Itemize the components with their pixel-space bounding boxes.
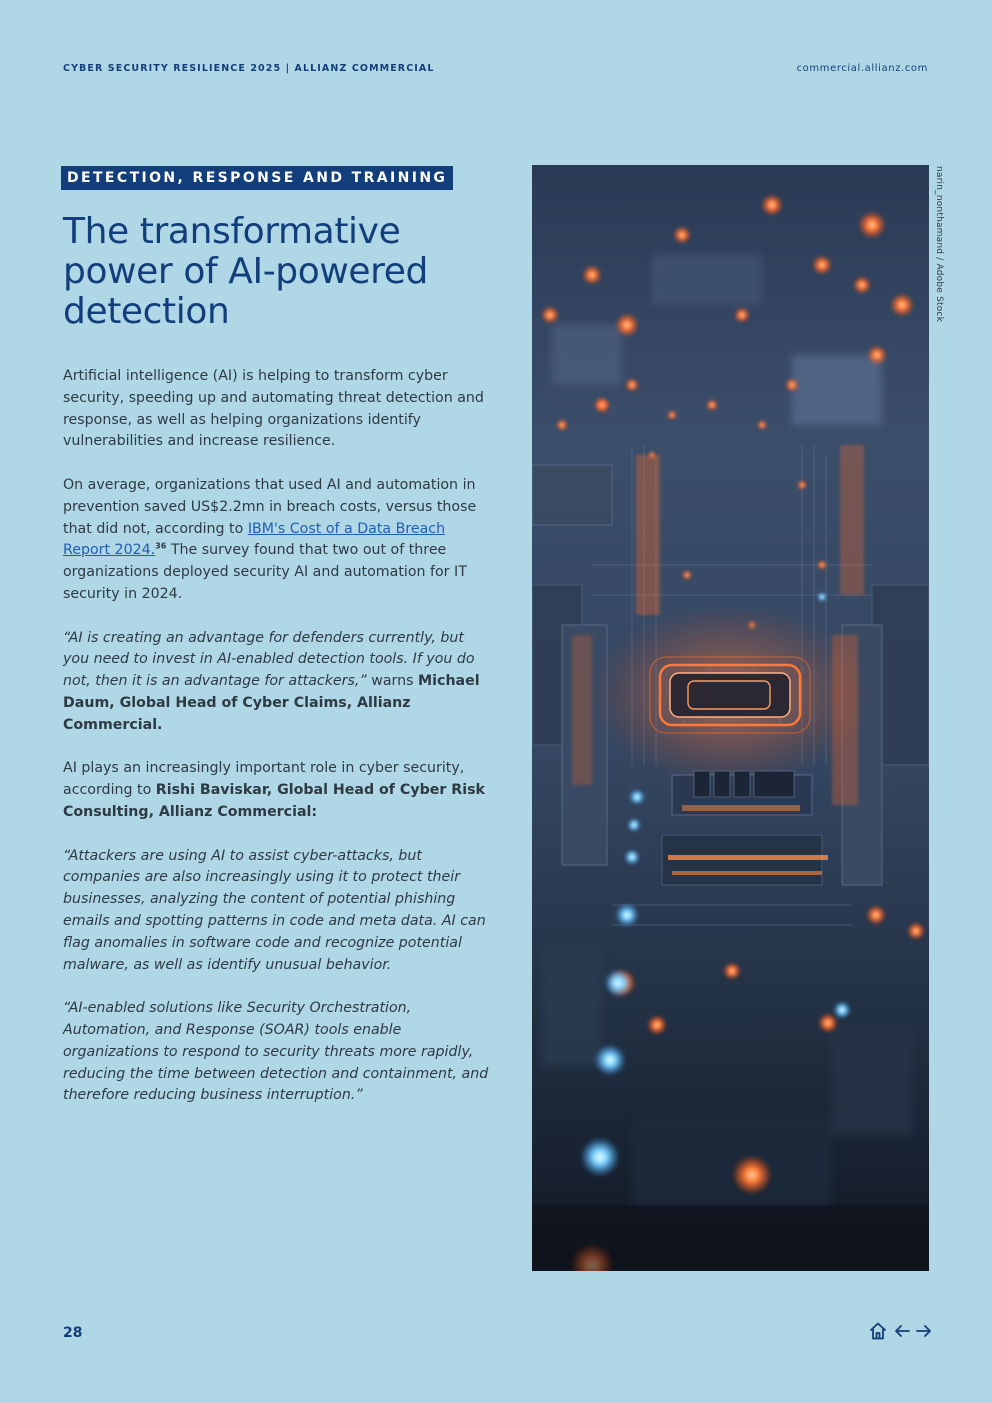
paragraph-baviskar-quote-1: “Attackers are using AI to assist cyber-attacks, but companies are also increasingly using it to protect their businesses, analyzing the content of potential phishing emails and spotting patterns in code and meta data. AI can flag anomalies in software code and recognize potential malware, as well as identify unusual behavior. (63, 847, 486, 973)
circuit-board-photo (532, 165, 929, 1271)
arrow-right-icon[interactable] (916, 1323, 932, 1343)
paragraph-text: The survey found that two out of three organizations deployed security AI and automation for IT security in 2024. (63, 542, 467, 602)
page-number: 28 (63, 1325, 83, 1341)
speaker-name: Michael Daum, Global Head of Cyber Claims, Allianz Commercial. (63, 673, 480, 733)
paragraph-ibm-report (63, 475, 491, 606)
paragraph-text: On average, organizations that used AI and automation in prevention saved US$2.2mn in breach costs, versus those that did not, according to (63, 476, 477, 537)
paragraph-daum-quote (63, 628, 491, 737)
ibm-report-link-trail[interactable]: . (150, 542, 156, 559)
article-body (63, 366, 491, 1129)
speaker-name: Rishi Baviskar, Global Head of Cyber Risk Consulting, Allianz Commercial: (63, 782, 485, 820)
paragraph-baviskar-intro (63, 758, 491, 823)
ibm-report-link[interactable]: IBM's Cost of a Data Breach Report 2024 (63, 520, 446, 559)
page-title: The transformative power of AI-powered detection (63, 211, 428, 332)
paragraph-text: warns (366, 673, 419, 690)
photo-credit: narin_nonthamand / Adobe Stock (934, 166, 944, 322)
arrow-left-icon[interactable] (894, 1323, 910, 1343)
quote-text: “AI is creating an advantage for defenders currently, but you need to invest in AI-enabled detection tools. If you do not, then it is an advantage for attackers,” (63, 629, 475, 690)
footnote-marker[interactable]: 36 (155, 541, 167, 551)
page-navigation (868, 1322, 932, 1344)
paragraph-intro: Artificial intelligence (AI) is helping to transform cyber security, speeding up and automating threat detection and response, as well as helping organizations identify vulnerabilities and increase resilience. (63, 368, 484, 450)
section-tag: DETECTION, RESPONSE AND TRAINING (61, 166, 453, 190)
home-icon[interactable] (868, 1321, 888, 1345)
paragraph-baviskar-quote-2: “AI-enabled solutions like Security Orchestration, Automation, and Response (SOAR) tools enable organizations to respond to security threats more rapidly, reducing the time between detection and containment, and therefore reducing business interruption.” (63, 1000, 489, 1104)
paragraph-text: AI plays an increasingly important role in cyber security, according to (63, 760, 465, 799)
website-link[interactable]: commercial.allianz.com (796, 63, 928, 74)
running-header-title: CYBER SECURITY RESILIENCE 2025 | ALLIANZ COMMERCIAL (63, 63, 435, 74)
